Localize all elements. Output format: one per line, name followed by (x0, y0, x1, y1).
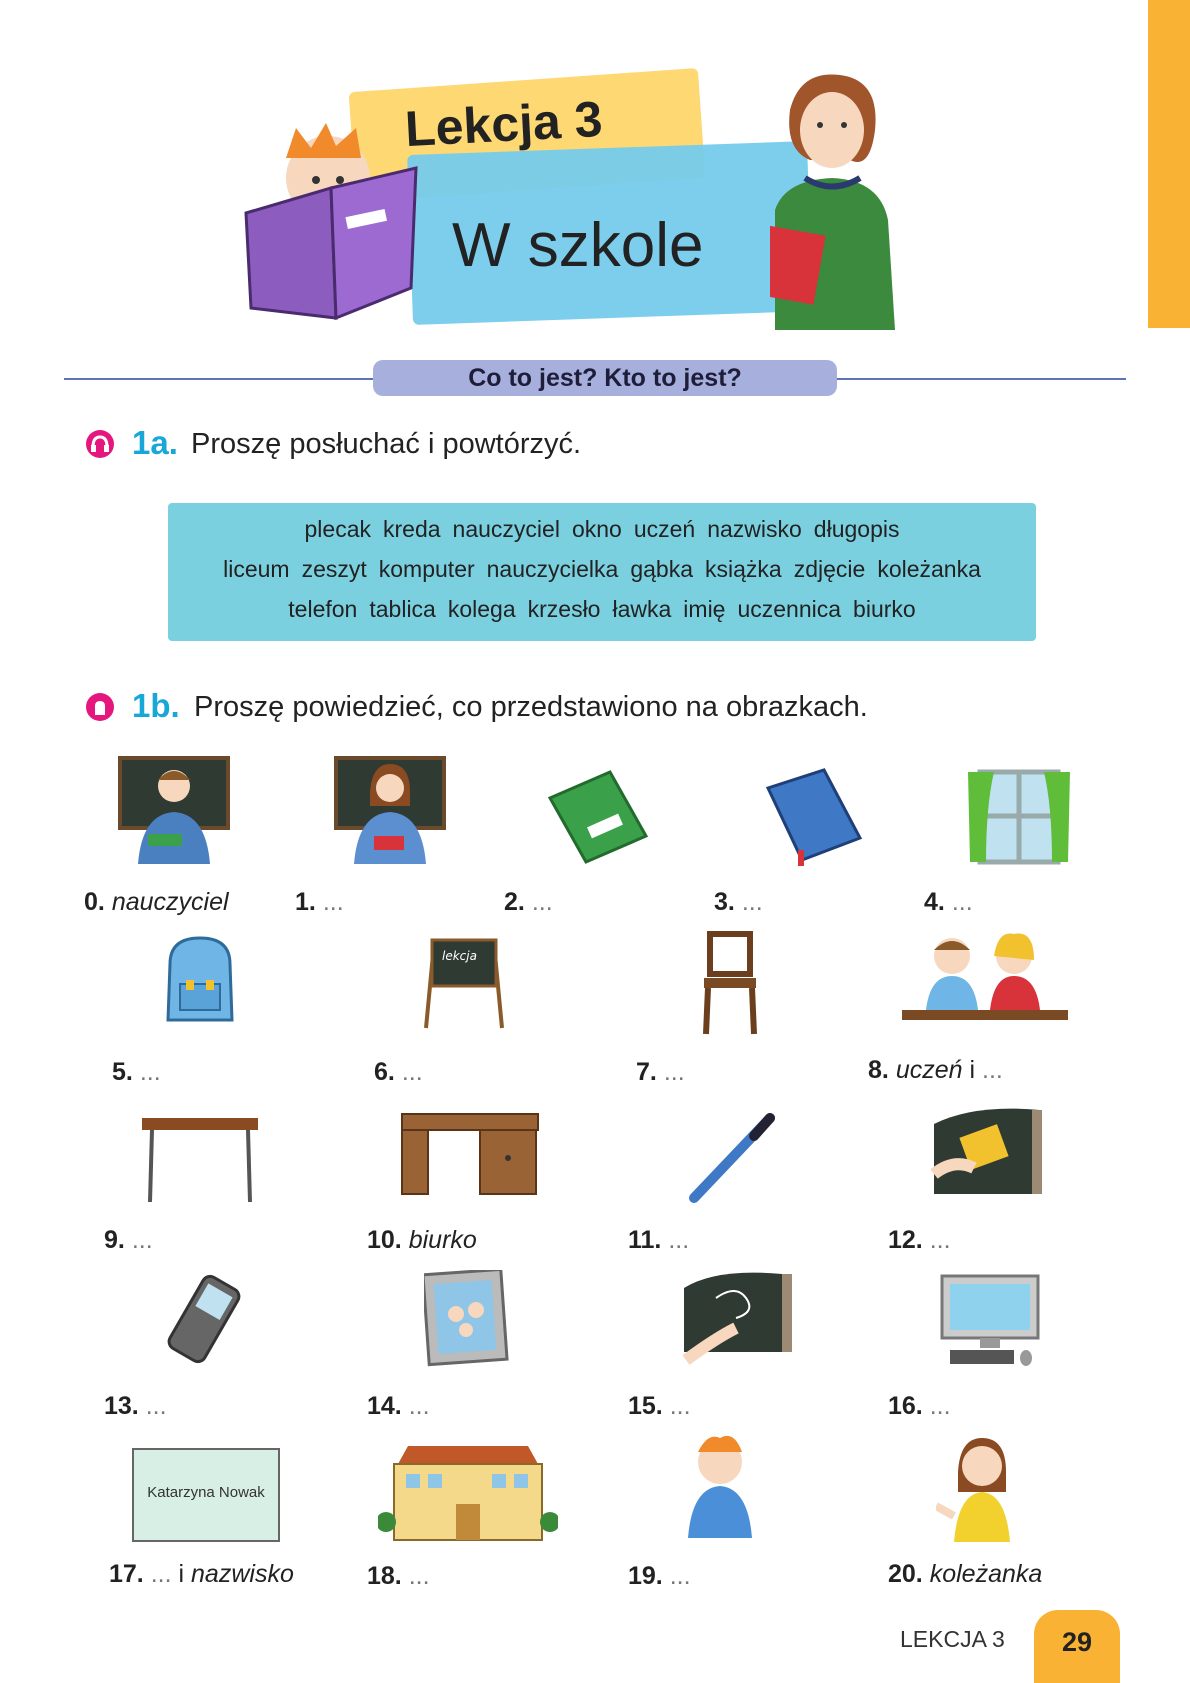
name-card-text: Katarzyna Nowak (147, 1484, 265, 1501)
speaking-icon (86, 693, 114, 721)
word: biurko (853, 596, 916, 622)
girl-picture (936, 1432, 1022, 1542)
section-title: Co to jest? Kto to jest? (373, 360, 837, 396)
page-number: 29 (1034, 1610, 1120, 1683)
item-label-9: 9. ... (104, 1226, 153, 1254)
pen-picture (684, 1110, 780, 1204)
item-label-5: 5. ... (112, 1058, 161, 1086)
chair-picture (696, 930, 766, 1036)
item-label-3: 3. ... (714, 888, 763, 916)
side-color-bar (1148, 0, 1190, 328)
notebook-picture (548, 770, 648, 864)
item-label-12: 12. ... (888, 1226, 951, 1254)
students-picture (902, 930, 1068, 1034)
task-1b-instruction: Proszę powiedzieć, co przedstawiono na obrazkach. (194, 691, 868, 723)
word: zdjęcie (793, 556, 866, 582)
word: zeszyt (301, 556, 367, 582)
writing-on-board-picture (676, 1268, 796, 1366)
word: książka (705, 556, 782, 582)
item-label-2: 2. ... (504, 888, 553, 916)
item-label-16: 16. ... (888, 1392, 951, 1420)
word: krzesło (527, 596, 601, 622)
book-picture (764, 766, 864, 866)
word: imię (683, 596, 726, 622)
name-card-picture (132, 1448, 280, 1542)
item-label-7: 7. ... (636, 1058, 685, 1086)
family-photo-picture (424, 1270, 516, 1370)
item-label-17: 17. ... i nazwisko (109, 1560, 294, 1588)
blackboard-easel-picture (424, 934, 504, 1030)
item-label-20: 20. koleżanka (888, 1560, 1043, 1588)
lesson-title: Lekcja 3 (403, 90, 604, 158)
word: komputer (378, 556, 475, 582)
item-label-18: 18. ... (367, 1562, 430, 1590)
teacher-woman-picture (334, 756, 446, 864)
item-label-0: 0. nauczyciel (84, 888, 229, 916)
item-label-10: 10. biurko (367, 1226, 477, 1254)
teacher-woman-illustration (770, 70, 900, 330)
mobile-phone-picture (160, 1270, 256, 1366)
word: liceum (223, 556, 290, 582)
school-building-picture (378, 1442, 558, 1542)
item-label-15: 15. ... (628, 1392, 691, 1420)
item-label-11: 11. ... (628, 1226, 690, 1254)
word: kolega (447, 596, 516, 622)
word: ławka (612, 596, 672, 622)
word: długopis (813, 516, 900, 542)
item-label-13: 13. ... (104, 1392, 167, 1420)
word: okno (571, 516, 622, 542)
word: kreda (383, 516, 441, 542)
item-label-4: 4. ... (924, 888, 973, 916)
word-bank-line-2 (168, 556, 1036, 583)
task-1a-instruction: Proszę posłuchać i powtórzyć. (191, 428, 582, 460)
word: nauczyciel (452, 516, 560, 542)
word: uczennica (737, 596, 842, 622)
word: gąbka (630, 556, 693, 582)
word: nauczycielka (486, 556, 619, 582)
headphones-icon (86, 430, 114, 458)
task-1b-number: 1b. (132, 687, 180, 724)
blackboard-text: lekcja (442, 949, 477, 963)
backpack-picture (160, 934, 240, 1024)
word-bank-line-1 (168, 516, 1036, 543)
task-1a-number: 1a. (132, 424, 178, 461)
teacher-man-picture (118, 756, 230, 864)
boy-picture (682, 1428, 758, 1538)
word: nazwisko (707, 516, 802, 542)
item-label-8: 8. uczeń i ... (868, 1056, 1003, 1084)
item-label-19: 19. ... (628, 1562, 691, 1590)
word: uczeń (633, 516, 696, 542)
word: plecak (304, 516, 371, 542)
item-label-6: 6. ... (374, 1058, 423, 1086)
footer-lesson-label: LEKCJA 3 (900, 1626, 1005, 1652)
main-title: W szkole (452, 211, 704, 280)
word-bank-line-3 (168, 596, 1036, 623)
item-label-1: 1. ... (295, 888, 344, 916)
word: telefon (288, 596, 358, 622)
computer-picture (940, 1274, 1040, 1368)
item-label-14: 14. ... (367, 1392, 430, 1420)
word: tablica (369, 596, 436, 622)
office-desk-picture (400, 1110, 540, 1196)
sponge-cleaning-board-picture (924, 1104, 1050, 1202)
word: koleżanka (877, 556, 981, 582)
window-picture (966, 766, 1072, 866)
school-desk-picture (140, 1114, 260, 1204)
